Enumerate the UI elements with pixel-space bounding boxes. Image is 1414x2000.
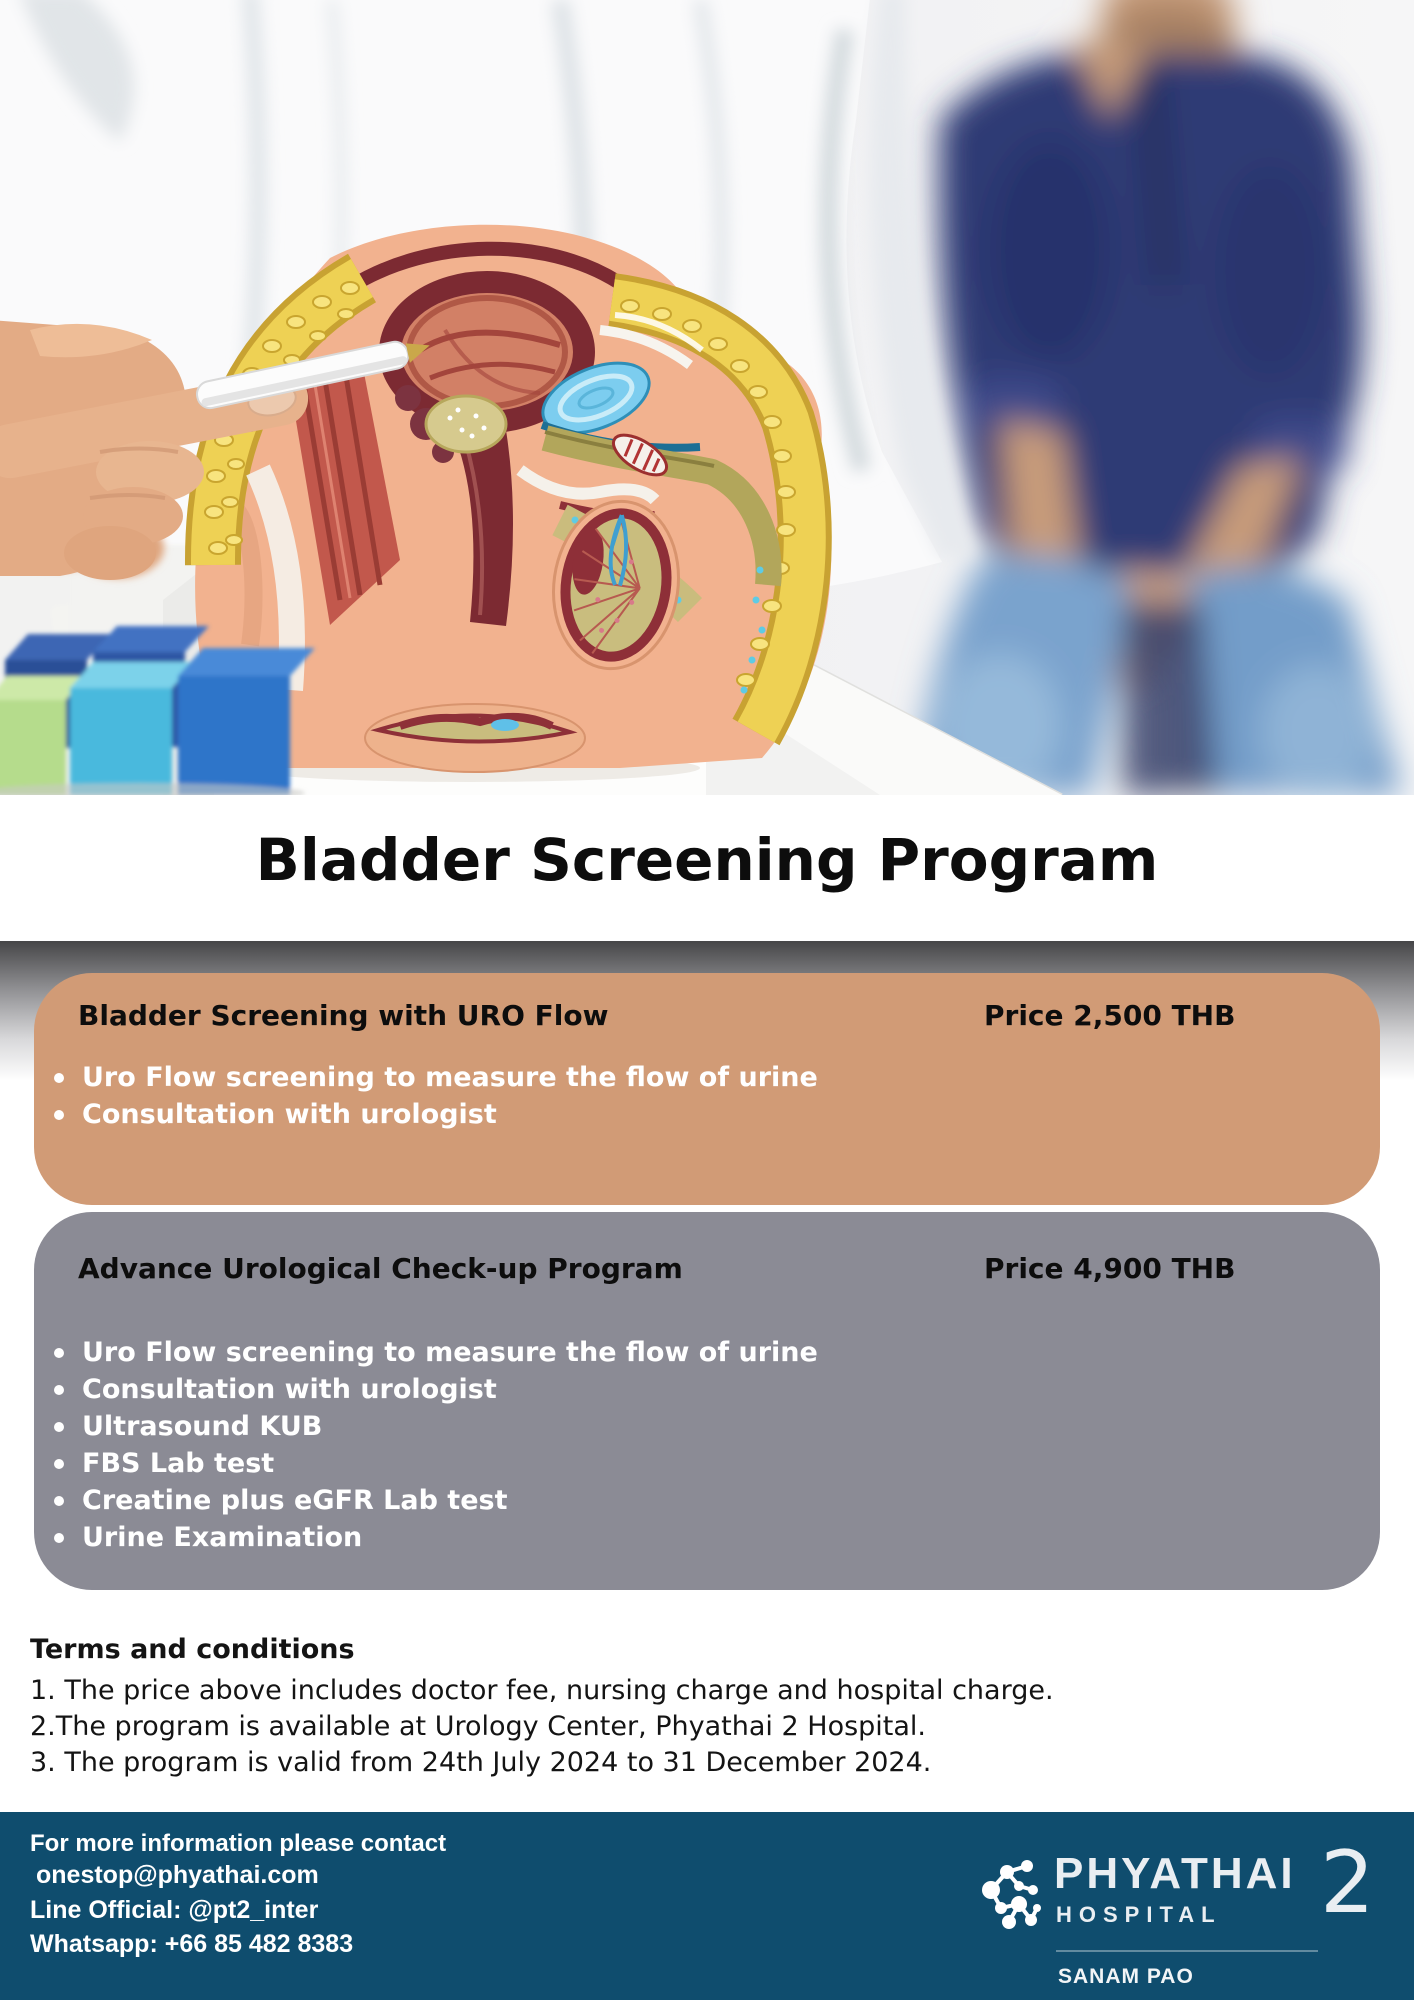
program-card-price: Price 2,500 THB (984, 999, 1236, 1032)
contact-block (30, 1830, 446, 1962)
terms-item: 3. The program is valid from 24th July 2024 to 31 December 2024. (30, 1747, 932, 1778)
logo-hospital-sub: HOSPITAL (1056, 1902, 1222, 1927)
program-card-bullet-list (52, 1059, 818, 1133)
terms-item: 1. The price above includes doctor fee, nursing charge and hospital charge. (30, 1675, 1054, 1706)
program-card-price: Price 4,900 THB (984, 1252, 1236, 1285)
bullet-item: Uro Flow screening to measure the flow of urine (52, 1059, 818, 1096)
contact-email[interactable]: onestop@phyathai.com (36, 1861, 319, 1889)
logo-hospital-name: PHYATHAI (1054, 1849, 1296, 1898)
program-card-heading: Bladder Screening with URO Flow (78, 999, 609, 1032)
contact-line-official[interactable]: Line Official: @pt2_inter (30, 1895, 319, 1924)
hero-photo-illustration (0, 0, 1414, 795)
bullet-item: Consultation with urologist (52, 1371, 818, 1408)
terms-heading: Terms and conditions (30, 1634, 355, 1665)
page-title: Bladder Screening Program (255, 826, 1159, 894)
bullet-item: Consultation with urologist (52, 1096, 818, 1133)
bullet-item: FBS Lab test (52, 1445, 818, 1482)
contact-footer (0, 1812, 1414, 2000)
program-card-uroflow (34, 973, 1380, 1205)
program-card-bullet-list (52, 1334, 818, 1556)
hospital-logo (972, 1812, 1392, 2000)
bullet-item: Uro Flow screening to measure the flow of urine (52, 1334, 818, 1371)
hero-photo (0, 0, 1414, 795)
logo-hospital-number: 2 (1320, 1833, 1375, 1933)
model-disc-piece (365, 704, 585, 772)
contact-whatsapp[interactable]: Whatsapp: +66 85 482 8383 (30, 1930, 354, 1958)
program-card-advance-checkup (34, 1212, 1380, 1590)
terms-and-conditions (30, 1634, 1180, 1781)
logo-divider (1056, 1950, 1318, 1952)
bullet-item: Creatine plus eGFR Lab test (52, 1482, 818, 1519)
bullet-item: Urine Examination (52, 1519, 818, 1556)
logo-branch-name: SANAM PAO (1058, 1965, 1194, 1988)
contact-heading: For more information please contact (30, 1830, 447, 1857)
molecule-icon (979, 1856, 1041, 1936)
bullet-item: Ultrasound KUB (52, 1408, 818, 1445)
blurred-patient (912, 0, 1402, 795)
pill-organizer-boxes (0, 626, 315, 795)
terms-item: 2.The program is available at Urology Center, Phyathai 2 Hospital. (30, 1711, 927, 1742)
program-card-heading: Advance Urological Check-up Program (78, 1252, 683, 1285)
